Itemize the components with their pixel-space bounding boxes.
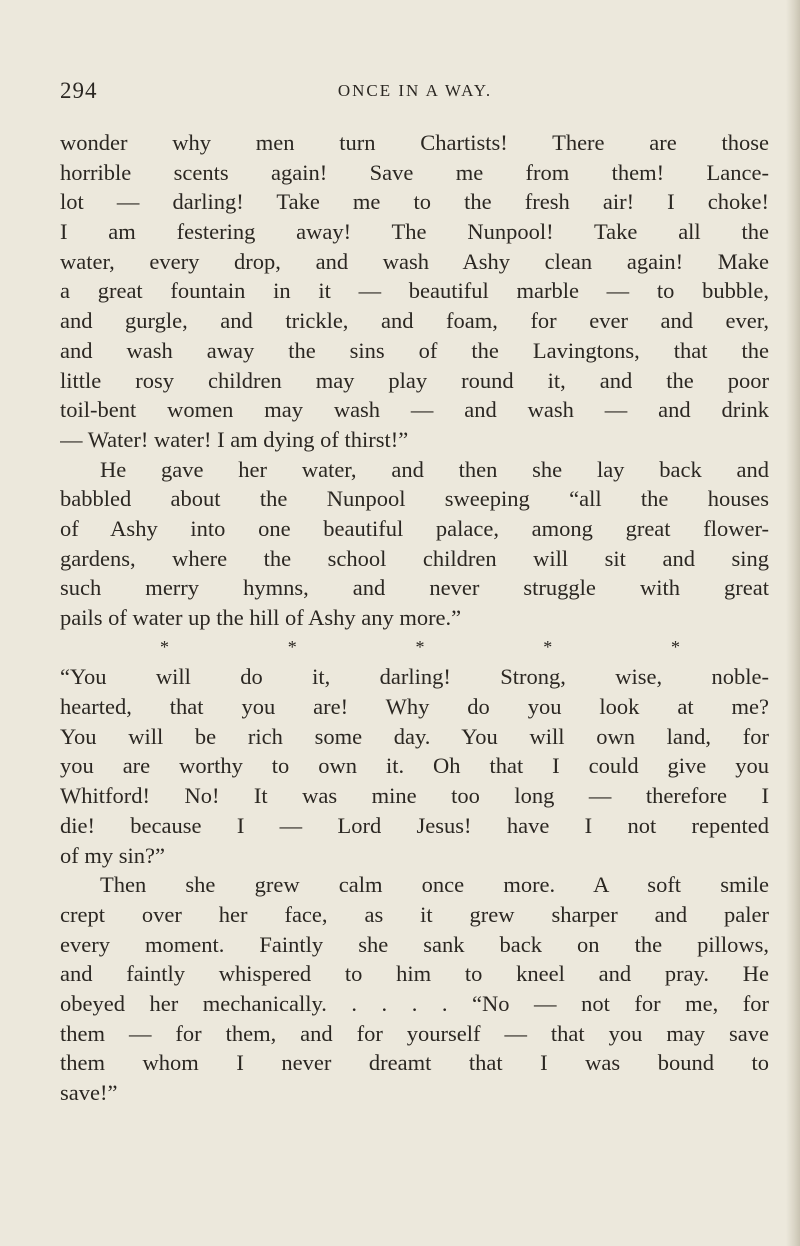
asterisk: * — [415, 636, 425, 657]
asterisk: * — [543, 636, 553, 657]
text-line: Then she grew calm once more. A soft smile — [100, 872, 769, 898]
text-line: “You will do it, darling! Strong, wise, noble- — [60, 664, 769, 690]
page-number: 294 — [60, 78, 98, 103]
text-line: and wash away the sins of the Lavingtons, that the — [60, 337, 769, 363]
text-line: and gurgle, and trickle, and foam, for ever and ever, — [60, 308, 769, 334]
text-line: toil-bent women may wash — and wash — and drink — [60, 397, 769, 423]
text-line: — Water! water! I am dying of thirst!” — [60, 426, 409, 452]
text-line: babbled about the Nunpool sweeping “all the houses — [60, 486, 769, 512]
text-line: obeyed her mechanically. . . . . “No — not for me, for — [60, 990, 769, 1016]
asterisk: * — [287, 636, 297, 657]
text-line: gardens, where the school children will sit and sing — [60, 545, 769, 571]
section-break-asterisks — [160, 633, 680, 663]
text-line: He gave her water, and then she lay back and — [100, 456, 769, 482]
page-edge-shadow — [786, 0, 800, 1246]
text-line: and faintly whispered to him to kneel and pray. He — [60, 961, 769, 987]
text-line: horrible scents again! Save me from them! Lance- — [60, 159, 769, 185]
text-line: pails of water up the hill of Ashy any more.” — [60, 605, 462, 630]
text-line: Whitford! No! It was mine too long — therefore I — [60, 783, 769, 809]
text-line: every moment. Faintly she sank back on the pillows, — [60, 931, 769, 957]
text-line: die! because I — Lord Jesus! have I not repented — [60, 812, 769, 838]
text-line: them — for them, and for yourself — that you may save — [60, 1020, 769, 1046]
text-line: you are worthy to own it. Oh that I could give you — [60, 753, 769, 779]
body-text — [60, 128, 769, 1108]
text-line: wonder why men turn Chartists! There are those — [60, 130, 769, 155]
text-line: save!” — [60, 1080, 118, 1105]
text-line: little rosy children may play round it, and the poor — [60, 367, 769, 393]
text-line: crept over her face, as it grew sharper and paler — [60, 901, 769, 927]
text-line: lot — darling! Take me to the fresh air! I choke! — [60, 189, 769, 215]
text-line: them whom I never dreamt that I was bound to — [60, 1050, 769, 1076]
text-line: You will be rich some day. You will own land, for — [60, 723, 769, 749]
text-line: of my sin?” — [60, 842, 165, 868]
text-line: hearted, that you are! Why do you look at me? — [60, 694, 769, 720]
page-header — [60, 78, 770, 108]
text-line: such merry hymns, and never struggle with great — [60, 575, 769, 601]
running-title: ONCE IN A WAY. — [337, 81, 493, 100]
text-line: I am festering away! The Nunpool! Take all the — [60, 219, 769, 245]
asterisk: * — [671, 636, 680, 657]
text-line: a great fountain in it — beautiful marble — to bubble, — [60, 278, 769, 304]
text-line: of Ashy into one beautiful palace, among great flower- — [60, 515, 769, 541]
asterisk: * — [160, 636, 169, 657]
text-line: water, every drop, and wash Ashy clean again! Make — [60, 248, 769, 274]
